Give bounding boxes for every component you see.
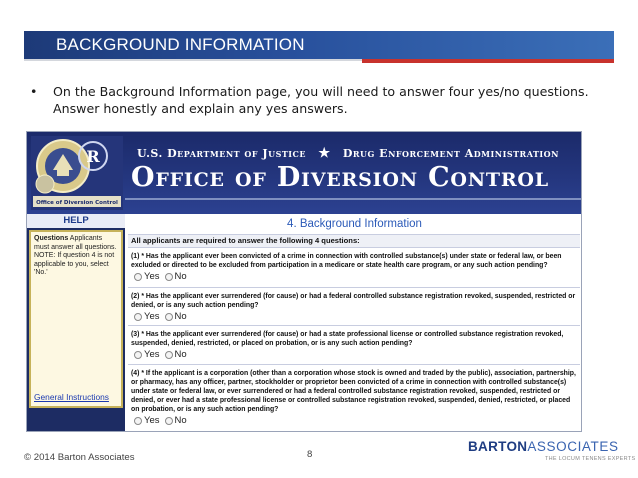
form-title: 4. Background Information bbox=[287, 218, 422, 230]
question-4-text bbox=[128, 367, 580, 414]
seal-caption: Office of Diversion Control bbox=[36, 200, 118, 206]
help-questions-label: Questions bbox=[34, 235, 69, 242]
background-form bbox=[126, 214, 582, 432]
question-3 bbox=[128, 328, 580, 365]
general-instructions-link[interactable]: General Instructions bbox=[34, 392, 109, 403]
question-2 bbox=[128, 290, 580, 326]
help-heading: HELP bbox=[27, 214, 125, 228]
star-icon: ★ bbox=[318, 146, 331, 161]
radio-icon[interactable] bbox=[165, 273, 173, 281]
question-4-options bbox=[128, 414, 580, 428]
brand-logo bbox=[468, 439, 619, 454]
no-label: No bbox=[174, 415, 187, 426]
q1-yes-option[interactable] bbox=[134, 271, 160, 282]
question-body: * Has the applicant ever surrendered (for cause) or had a state professional license or controlled substance registration revoked, suspended, denied, restricted, or placed on probation, or is any such action pending? bbox=[131, 331, 564, 347]
help-questions-text bbox=[34, 235, 118, 252]
page-number: 8 bbox=[307, 449, 313, 460]
radio-icon[interactable] bbox=[165, 417, 173, 425]
banner-accent-stripe bbox=[362, 59, 614, 63]
question-number: (3) bbox=[131, 331, 140, 338]
question-1-options bbox=[128, 270, 580, 284]
help-questions-body: Applicants must answer all questions. bbox=[34, 235, 117, 251]
help-note-text: NOTE: If question 4 is not applicable to you, select 'No.' bbox=[34, 252, 115, 277]
question-number: (2) bbox=[131, 293, 140, 300]
dept-doj: U.S. Department of Justice bbox=[137, 147, 307, 160]
svg-text:R: R bbox=[86, 147, 100, 166]
form-intro: All applicants are required to answer the following 4 questions: bbox=[128, 234, 580, 248]
bullet-symbol: • bbox=[30, 84, 38, 99]
question-number: (4) bbox=[131, 370, 140, 377]
radio-icon[interactable] bbox=[134, 417, 142, 425]
q2-no-option[interactable] bbox=[165, 311, 187, 322]
q1-no-option[interactable] bbox=[165, 271, 187, 282]
question-2-options bbox=[128, 310, 580, 324]
brand-name-light: ASSOCIATES bbox=[527, 439, 619, 454]
question-3-options bbox=[128, 348, 580, 362]
help-box bbox=[29, 230, 123, 408]
banner-underline bbox=[24, 59, 362, 61]
yes-label: Yes bbox=[144, 311, 160, 322]
question-body: * Has the applicant ever surrendered (for cause) or had a federal controlled substance registration revoked, suspended, restricted or denied, or is any such action pending? bbox=[131, 293, 576, 309]
slide-title: BACKGROUND INFORMATION bbox=[56, 35, 305, 54]
dept-dea: Drug Enforcement Administration bbox=[342, 147, 559, 160]
question-body: * Has the applicant ever been convicted of a crime in connection with controlled substance(s) under state or federal law, or been excluded or directed to be excluded from participation in a medicare or state health care program, or any such action pending? bbox=[131, 253, 562, 269]
radio-icon[interactable] bbox=[165, 313, 173, 321]
bullet-text: On the Background Information page, you will need to answer four yes/no questions. Answer honestly and explain any yes answers. bbox=[53, 84, 589, 116]
radio-icon[interactable] bbox=[134, 273, 142, 281]
no-label: No bbox=[174, 349, 187, 360]
q4-no-option[interactable] bbox=[165, 415, 187, 426]
question-number: (1) bbox=[131, 253, 140, 260]
q3-yes-option[interactable] bbox=[134, 349, 160, 360]
radio-icon[interactable] bbox=[165, 351, 173, 359]
question-body: * If the applicant is a corporation (other than a corporation whose stock is owned and traded by the public), association, partnership, or pharmacy, has any officer, partner, stockholder or proprietor been convicted of a crime in connection with controlled substance(s) under state or federal law, or ever surrendered or had a federal controlled substance registration revoked, suspended, restricted or denied, or ever had a state professional license or controlled substance registration revoked, suspended, denied, restricted, or placed on probation, or is any such action pending? bbox=[131, 370, 576, 413]
question-1-text bbox=[128, 250, 580, 270]
yes-label: Yes bbox=[144, 349, 160, 360]
question-2-text bbox=[128, 290, 580, 310]
radio-icon[interactable] bbox=[134, 351, 142, 359]
question-4 bbox=[128, 367, 580, 432]
doj-header bbox=[27, 132, 582, 214]
no-label: No bbox=[174, 271, 187, 282]
question-3-text bbox=[128, 328, 580, 348]
department-line bbox=[137, 146, 559, 161]
brand-name-bold: BARTON bbox=[468, 439, 528, 454]
q3-no-option[interactable] bbox=[165, 349, 187, 360]
slide-title-banner bbox=[24, 31, 614, 59]
doj-seal-icon bbox=[31, 136, 123, 210]
yes-label: Yes bbox=[144, 271, 160, 282]
header-divider bbox=[125, 198, 582, 200]
no-label: No bbox=[174, 311, 187, 322]
q4-yes-option[interactable] bbox=[134, 415, 160, 426]
help-panel bbox=[27, 214, 125, 432]
radio-icon[interactable] bbox=[134, 313, 142, 321]
embedded-screenshot bbox=[26, 131, 582, 432]
office-title: Office of Diversion Control bbox=[131, 162, 549, 193]
q2-yes-option[interactable] bbox=[134, 311, 160, 322]
question-1 bbox=[128, 250, 580, 288]
yes-label: Yes bbox=[144, 415, 160, 426]
footer-copyright: © 2014 Barton Associates bbox=[24, 452, 135, 463]
brand-tagline: THE LOCUM TENENS EXPERTS bbox=[545, 456, 636, 462]
